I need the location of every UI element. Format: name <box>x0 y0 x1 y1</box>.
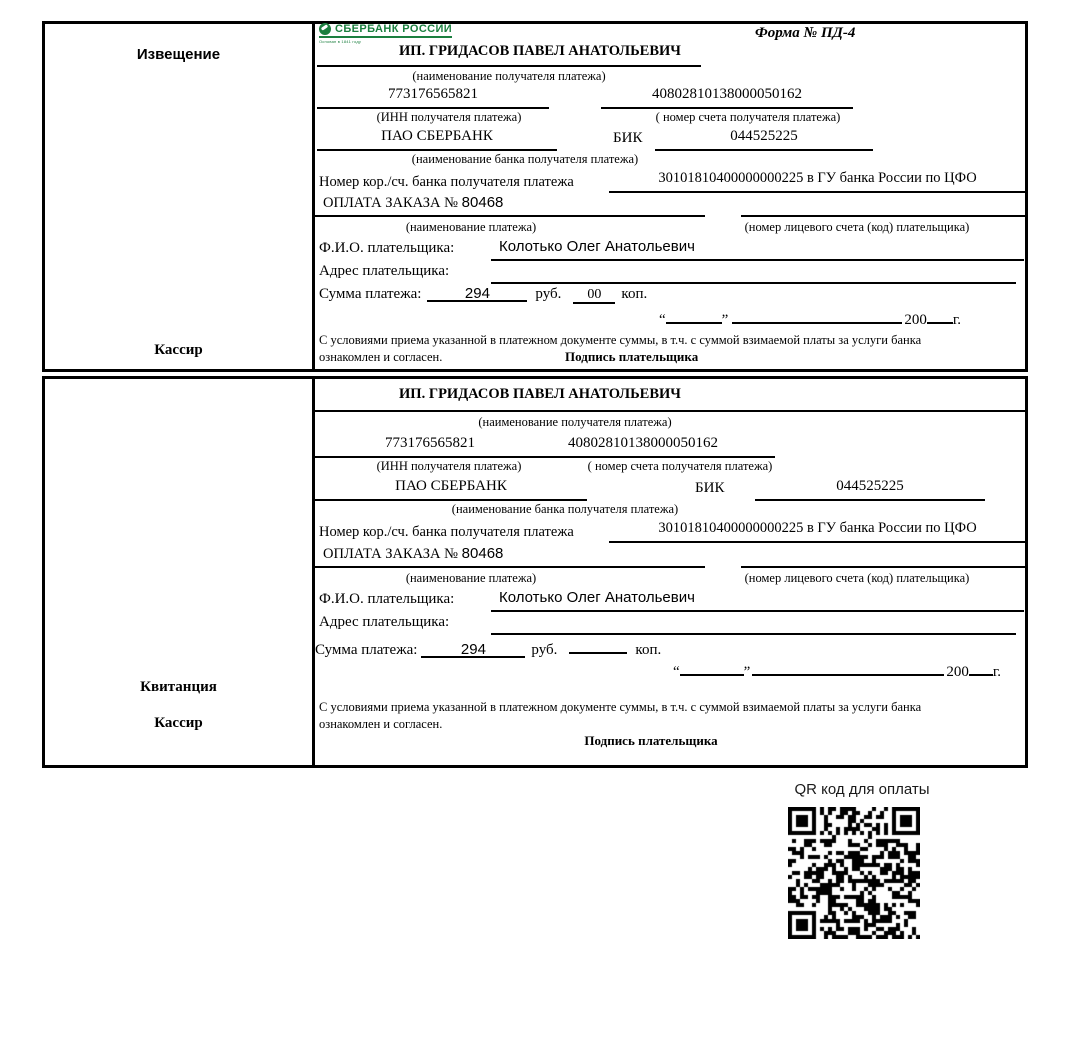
account-caption: ( номер счета получателя платежа) <box>655 110 841 124</box>
account-field: 40802810138000050162 <box>511 435 775 458</box>
bank-caption: (наименование банка получателя платежа) <box>411 152 639 166</box>
bik-label: БИК <box>695 480 725 496</box>
payment-purpose-value: 80468 <box>461 545 504 562</box>
personal-account-caption: (номер лицевого счета (код) плательщика) <box>744 220 970 234</box>
amount-rub-field: 294 <box>421 641 525 658</box>
personal-account-caption: (номер лицевого счета (код) плательщика) <box>744 571 970 585</box>
inn-caption: (ИНН получателя платежа) <box>376 110 522 124</box>
account-field: 40802810138000050162 <box>601 86 853 109</box>
payer-signature-label: Подпись плательщика <box>565 349 699 364</box>
notice-form-cell <box>315 24 1025 369</box>
corr-account-field: 30101810400000000225 в ГУ банка России по ЦФО <box>609 170 1026 193</box>
receipt-section <box>42 376 1028 768</box>
payment-purpose-label: ОПЛАТА ЗАКАЗА № <box>323 546 458 562</box>
date-quote-close: ” <box>743 664 751 680</box>
corr-label: Номер кор./сч. банка получателя платежа <box>319 524 574 540</box>
amount-kop-field <box>569 637 627 654</box>
notice-section <box>42 21 1028 372</box>
payee-rule <box>317 65 701 67</box>
corr-account-field: 30101810400000000225 в ГУ банка России по ЦФО <box>609 520 1026 543</box>
form-number: Форма № ПД-4 <box>755 25 856 41</box>
notice-title: Извещение <box>136 46 221 63</box>
payer-address-label: Адрес плательщика: <box>319 263 450 279</box>
payee-name: ИП. ГРИДАСОВ ПАВЕЛ АНАТОЛЬЕВИЧ <box>399 386 681 402</box>
kop-label: коп. <box>635 642 662 658</box>
year-prefix: 200 <box>904 312 927 328</box>
date-quote-open: “ <box>659 312 666 328</box>
purpose-caption: (наименование платежа) <box>405 220 537 234</box>
date-day-line <box>680 659 744 676</box>
inn-field: 773176565821 <box>317 86 549 109</box>
inn-field: 773176565821 <box>315 435 545 458</box>
receipt-title: Квитанция <box>140 679 217 695</box>
agreement-line2: ознакомлен и согласен. <box>319 350 443 364</box>
date-day-line <box>666 307 722 324</box>
cashier-label: Кассир <box>154 342 203 358</box>
purpose-caption: (наименование платежа) <box>405 571 537 585</box>
year-prefix: 200 <box>946 664 969 680</box>
notice-left-cell <box>45 24 315 369</box>
payee-name: ИП. ГРИДАСОВ ПАВЕЛ АНАТОЛЬЕВИЧ <box>399 43 681 59</box>
sum-label: Сумма платежа: <box>315 642 418 658</box>
sberbank-logo-tagline: Основан в 1841 году <box>319 39 362 44</box>
payer-name-field: Колотько Олег Анатольевич <box>491 589 1024 612</box>
bank-name-field: ПАО СБЕРБАНК <box>317 128 557 151</box>
payee-rule <box>315 410 1025 412</box>
payment-purpose-value: 80468 <box>461 194 504 211</box>
agreement-line1: С условиями приема указанной в платежном документе суммы, в т.ч. с суммой взимаемой платы за услуги банка <box>319 700 922 714</box>
rub-label: руб. <box>535 286 562 302</box>
agreement-line2: ознакомлен и согласен. <box>319 717 443 731</box>
payment-purpose-label: ОПЛАТА ЗАКАЗА № <box>323 195 458 211</box>
inn-caption: (ИНН получателя платежа) <box>376 459 522 473</box>
payer-name-label: Ф.И.О. плательщика: <box>319 591 455 607</box>
bank-caption: (наименование банка получателя платежа) <box>451 502 679 516</box>
bik-field: 044525225 <box>755 478 985 501</box>
sberbank-logo-text: СБЕРБАНК РОССИИ <box>335 23 453 35</box>
date-month-line <box>752 659 944 676</box>
date-month-line <box>732 307 902 324</box>
amount-rub-field: 294 <box>427 285 527 302</box>
receipt-left-cell <box>45 379 315 765</box>
corr-label: Номер кор./сч. банка получателя платежа <box>319 174 574 190</box>
bik-field: 044525225 <box>655 128 873 151</box>
qr-label: QR код для оплаты <box>794 781 930 798</box>
bank-name-field: ПАО СБЕРБАНК <box>315 478 587 501</box>
date-quote-open: “ <box>673 664 680 680</box>
receipt-form-cell <box>315 379 1025 765</box>
cashier-label: Кассир <box>154 715 203 731</box>
payer-address-field <box>491 261 1016 284</box>
payer-signature-label: Подпись плательщика <box>584 733 718 748</box>
bik-label: БИК <box>613 130 643 146</box>
personal-account-line <box>741 215 1026 217</box>
account-caption: ( номер счета получателя платежа) <box>587 459 773 473</box>
payee-caption: (наименование получателя платежа) <box>478 415 672 429</box>
personal-account-line <box>741 566 1026 568</box>
qr-code <box>788 807 920 939</box>
year-suffix: г. <box>952 312 962 328</box>
agreement-line1: С условиями приема указанной в платежном документе суммы, в т.ч. с суммой взимаемой платы за услуги банка <box>319 333 922 347</box>
rub-label: руб. <box>531 642 558 658</box>
year-line <box>969 659 993 676</box>
payer-name-label: Ф.И.О. плательщика: <box>319 240 455 256</box>
payer-address-field <box>491 612 1016 635</box>
date-quote-close: ” <box>721 312 729 328</box>
kop-label: коп. <box>621 286 648 302</box>
sberbank-logo <box>319 23 452 44</box>
payer-name-field: Колотько Олег Анатольевич <box>491 238 1024 261</box>
payer-address-label: Адрес плательщика: <box>319 614 450 630</box>
sberbank-emblem-icon <box>319 23 331 35</box>
payee-caption: (наименование получателя платежа) <box>412 69 606 83</box>
amount-kop-field: 00 <box>573 287 615 304</box>
sum-label: Сумма платежа: <box>319 286 422 302</box>
year-line <box>927 307 953 324</box>
year-suffix: г. <box>992 664 1002 680</box>
